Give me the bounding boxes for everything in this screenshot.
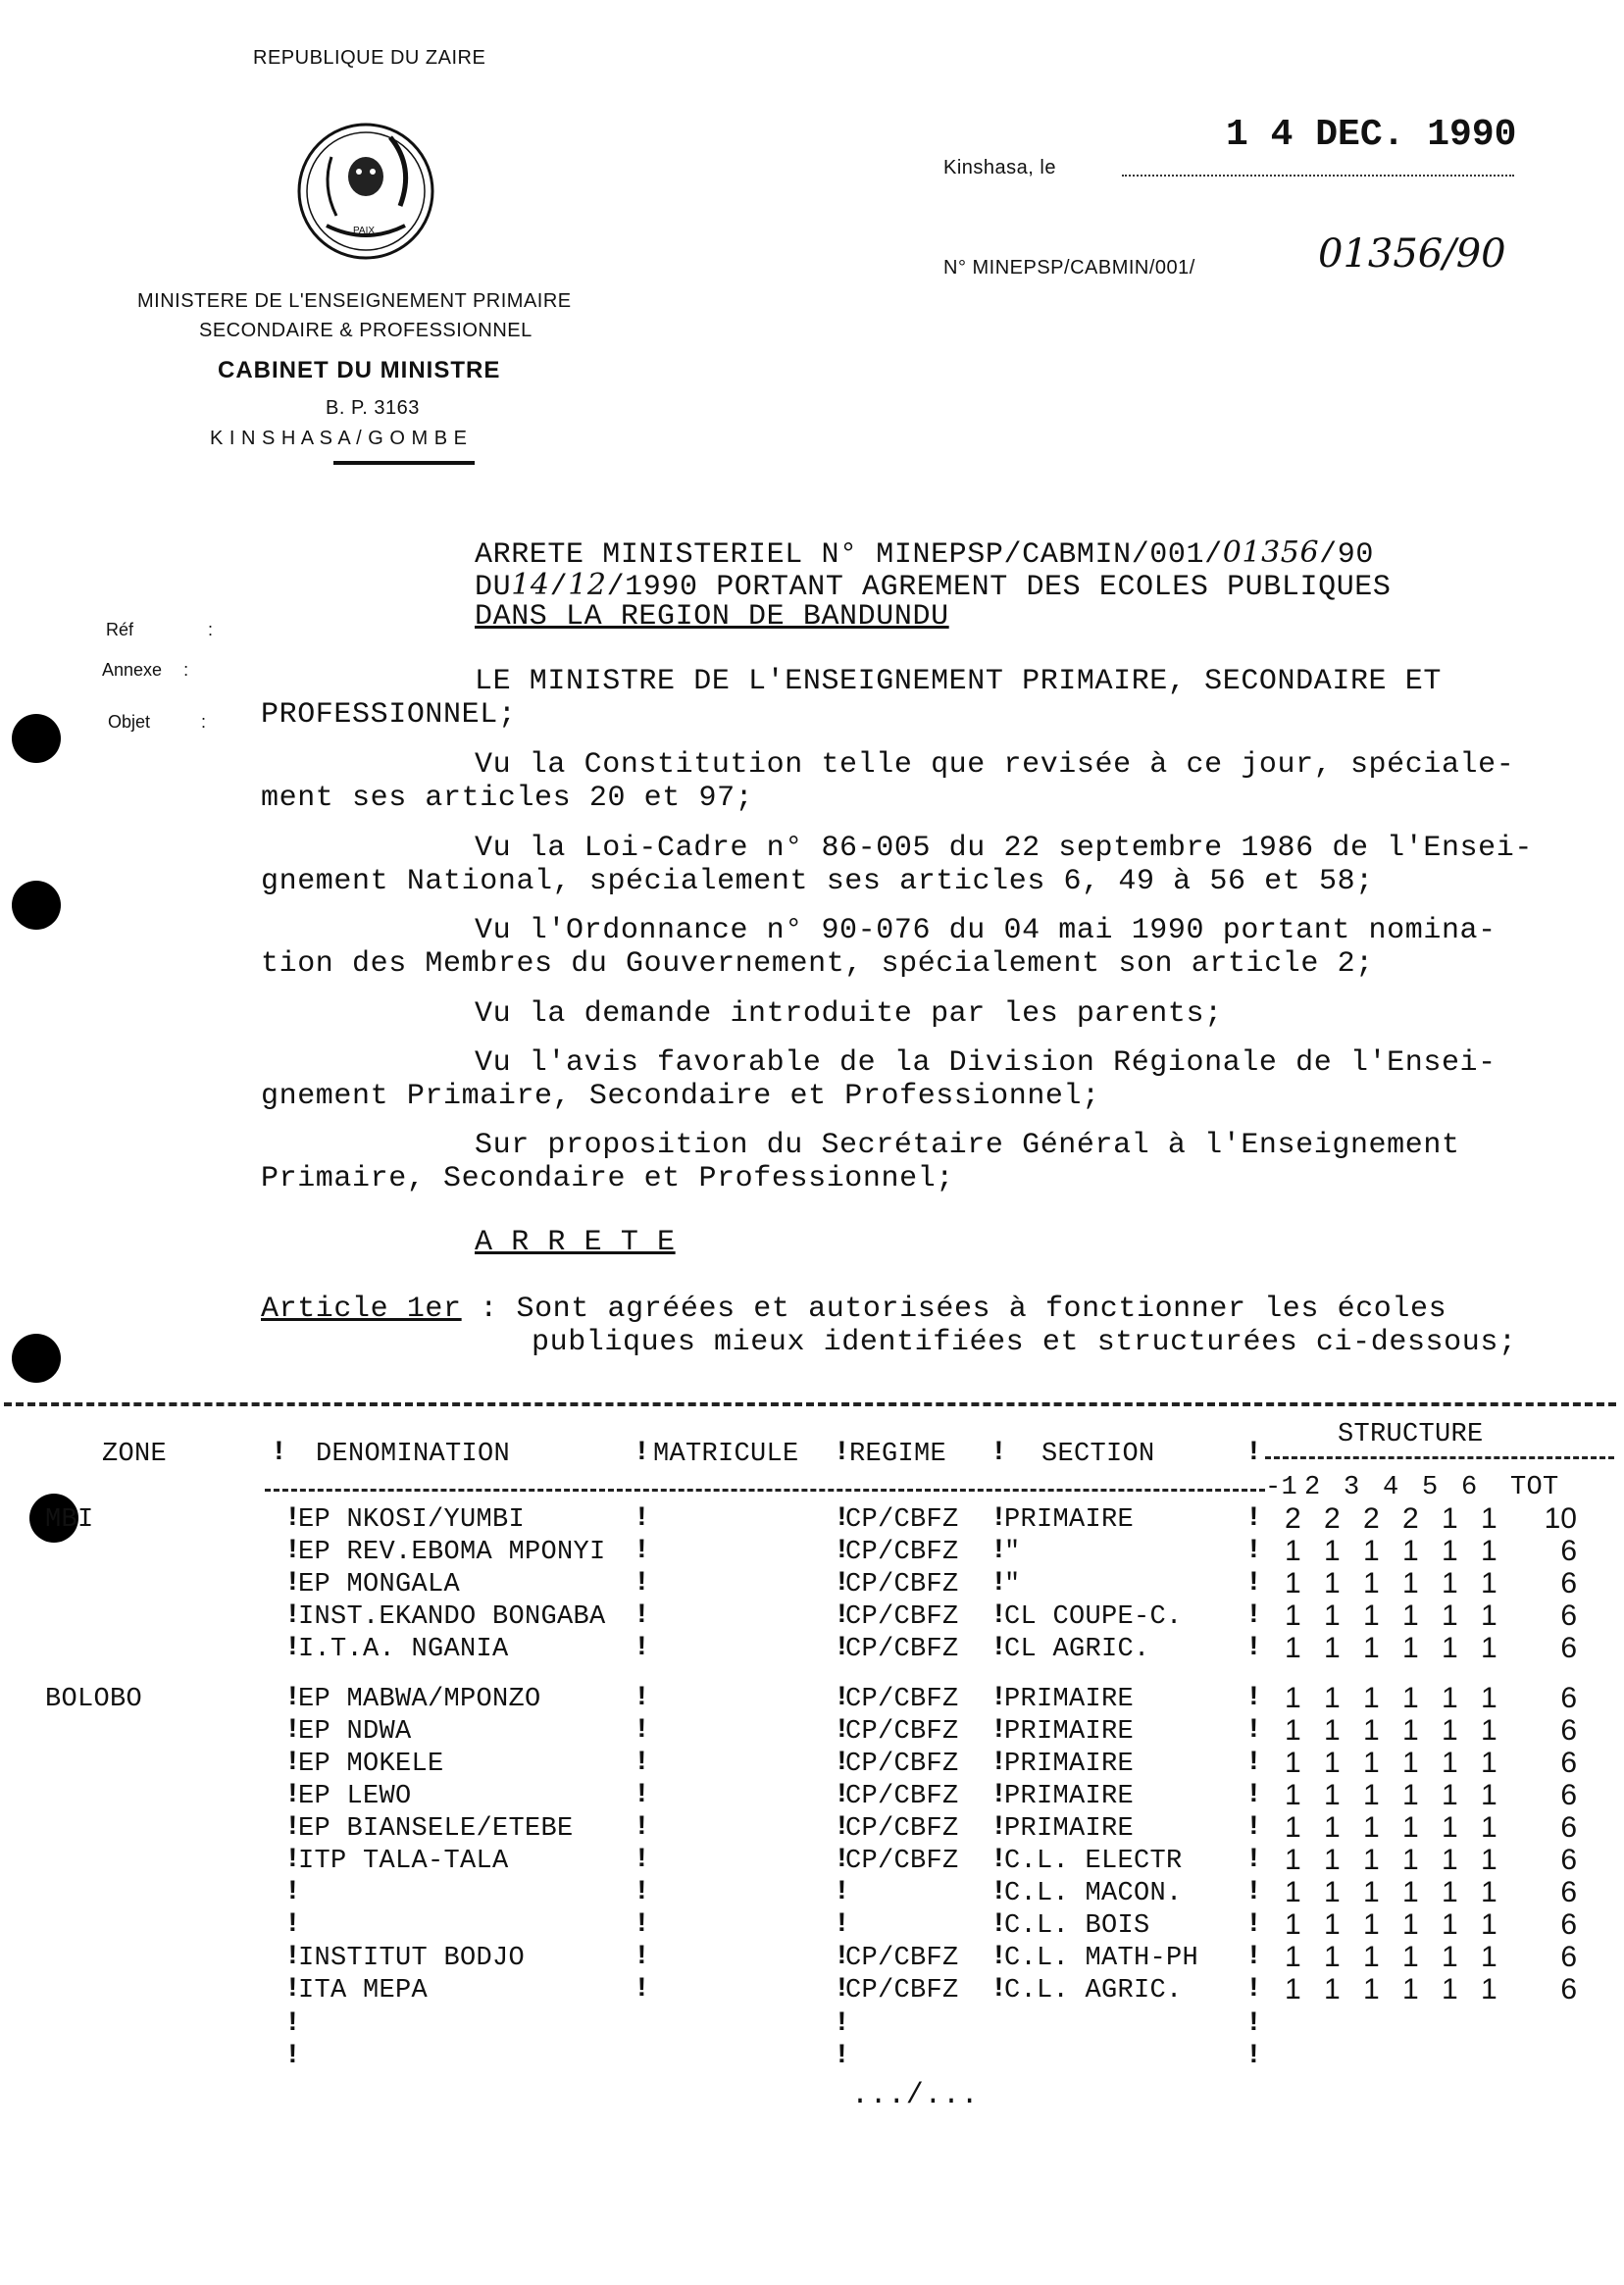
structure-total-cell: 6 [1560,1779,1577,1811]
structure-year-cell: 1 [1402,1567,1419,1600]
column-separator: ! [990,1683,1007,1713]
date-stamp: 1 4 DEC. 1990 [1226,114,1517,156]
column-separator: ! [834,2041,850,2071]
structure-total-cell: 6 [1560,1908,1577,1941]
arrete-heading: A R R E T E [475,1226,676,1259]
regime-cell: CP/CBFZ [845,1538,959,1567]
structure-year-cell: 1 [1285,1747,1301,1779]
section-cell: PRIMAIRE [1004,1750,1135,1779]
ordonnance-line-2: tion des Membres du Gouvernement, spécialement son article 2; [261,947,1374,981]
column-separator: ! [990,1568,1007,1599]
column-separator: ! [1245,1942,1262,1972]
structure-year-cell: 1 [1442,1844,1458,1876]
column-separator: ! [634,1812,650,1843]
header-zone: ZONE [102,1440,168,1469]
column-separator: ! [834,1633,850,1663]
column-separator: ! [284,1780,301,1810]
column-separator: ! [284,1503,301,1534]
structure-year-cell: 1 [1402,1600,1419,1632]
denomination-cell: EP REV.EBOMA MPONYI [298,1538,606,1567]
structure-year-cell: 1 [1363,1973,1380,2006]
structure-total-cell: 6 [1560,1973,1577,2006]
column-separator: ! [284,1974,301,2005]
structure-total-cell: 6 [1560,1811,1577,1844]
structure-year-cell: 1 [1442,1908,1458,1941]
structure-year-cell: 1 [1481,1714,1497,1747]
column-separator: ! [990,1780,1007,1810]
structure-total-cell: 6 [1560,1535,1577,1567]
column-separator: ! [284,1845,301,1875]
structure-year-cell: 1 [1481,1973,1497,2006]
punch-hole-lower [12,1334,61,1383]
column-separator: ! [834,1748,850,1778]
column-separator: ! [634,1600,650,1631]
column-separator: ! [1245,1633,1262,1663]
column-separator: ! [834,1503,850,1534]
denomination-cell: EP NKOSI/YUMBI [298,1505,526,1535]
column-separator: ! [834,1942,850,1972]
column-separator: ! [634,1974,650,2005]
column-separator: ! [1245,1536,1262,1566]
column-separator: ! [834,1600,850,1631]
column-separator: ! [1245,1845,1262,1875]
structure-year-cell: 1 [1481,1779,1497,1811]
structure-year-cell: 1 [1481,1682,1497,1714]
structure-year-cell: 1 [1442,1811,1458,1844]
section-cell: CL COUPE-C. [1004,1602,1183,1632]
column-separator: ! [1245,1877,1262,1907]
city-underline [333,461,475,465]
column-separator: ! [634,1438,650,1468]
denomination-cell: INSTITUT BODJO [298,1944,526,1973]
punch-hole-middle [12,881,61,930]
structure-total-cell: 6 [1560,1714,1577,1747]
structure-year-cell: 2 [1324,1502,1341,1535]
header-matricule: MATRICULE [653,1440,799,1469]
republic-title: REPUBLIQUE DU ZAIRE [253,47,486,69]
structure-year-cell: 1 [1481,1908,1497,1941]
header-bottom-rule [265,1489,1265,1492]
structure-year-cell: 1 [1442,1535,1458,1567]
column-separator: ! [990,1942,1007,1972]
column-separator: ! [1245,1974,1262,2005]
structure-year-cell: 1 [1324,1811,1341,1844]
article-1-line-1: Article 1er : Sont agréées et autorisées à fonctionner les écoles [261,1293,1447,1326]
structure-year-cell: 1 [1285,1567,1301,1600]
structure-year-cell: 1 [1442,1632,1458,1664]
structure-year-cell: 1 [1402,1632,1419,1664]
constitution-line-2: ment ses articles 20 et 97; [261,782,754,815]
structure-year-cell: 1 [1442,1973,1458,2006]
structure-year-cell: 1 [1481,1747,1497,1779]
structure-year-cell: 1 [1324,1632,1341,1664]
column-separator: ! [834,1568,850,1599]
structure-total-cell: 6 [1560,1941,1577,1973]
structure-year-cell: 1 [1402,1876,1419,1908]
column-separator: ! [634,1845,650,1875]
structure-year-cell: 1 [1481,1502,1497,1535]
structure-year-cell: 1 [1402,1535,1419,1567]
column-separator: ! [1245,1568,1262,1599]
column-separator: ! [990,1748,1007,1778]
column-separator: ! [1245,1748,1262,1778]
structure-dashed-rule [1265,1456,1614,1459]
structure-year-cell: 1 [1442,1682,1458,1714]
structure-year-cell: 1 [1402,1779,1419,1811]
decree-title-line-2: DU14/12/1990 PORTANT AGREMENT DES ECOLES PUBLIQUES [475,568,1392,604]
denomination-cell: EP NDWA [298,1717,412,1747]
svg-text:PAIX: PAIX [353,226,376,236]
structure-total-cell: 6 [1560,1844,1577,1876]
structure-total-cell: 6 [1560,1600,1577,1632]
regime-cell: CP/CBFZ [845,1814,959,1844]
column-separator: ! [1245,1683,1262,1713]
structure-year-cell: 1 [1285,1632,1301,1664]
section-cell: C.L. MATH-PH [1004,1944,1199,1973]
denomination-cell: INST.EKANDO BONGABA [298,1602,606,1632]
denomination-cell: I.T.A. NGANIA [298,1635,509,1664]
ministry-line-2: SECONDAIRE & PROFESSIONNEL [199,320,533,341]
structure-year-cell: 1 [1363,1714,1380,1747]
structure-year-cell: 1 [1285,1876,1301,1908]
column-separator: ! [990,1877,1007,1907]
continuation-mark: .../... [851,2079,980,2112]
structure-year-cell: 1 [1363,1535,1380,1567]
structure-year-cell: 1 [1442,1941,1458,1973]
date-dotted-line [1122,175,1514,177]
section-cell: PRIMAIRE [1004,1814,1135,1844]
structure-year-cell: 1 [1402,1747,1419,1779]
column-separator: ! [634,1568,650,1599]
header-denomination: DENOMINATION [316,1440,511,1469]
column-separator: ! [834,1974,850,2005]
structure-year-cell: 1 [1363,1779,1380,1811]
article-1-line-2: publiques mieux identifiées et structurées ci-dessous; [532,1326,1517,1359]
structure-year-cell: 1 [1481,1600,1497,1632]
column-separator: ! [284,1715,301,1746]
column-separator: ! [990,1633,1007,1663]
ordonnance-line-1: Vu l'Ordonnance n° 90-076 du 04 mai 1990 portant nomina- [475,914,1497,947]
structure-year-cell: 1 [1324,1567,1341,1600]
structure-year-cell: 1 [1442,1567,1458,1600]
structure-year-cell: 1 [1363,1567,1380,1600]
structure-year-cell: 1 [1442,1779,1458,1811]
regime-cell: CP/CBFZ [845,1685,959,1714]
column-separator: ! [1245,1780,1262,1810]
column-separator: ! [634,1536,650,1566]
structure-year-cell: 1 [1285,1811,1301,1844]
structure-year-cell: 2 [1402,1502,1419,1535]
structure-year-cell: 1 [1363,1682,1380,1714]
regime-cell: CP/CBFZ [845,1602,959,1632]
decree-title-line-1: ARRETE MINISTERIEL N° MINEPSP/CABMIN/001/01356/90 [475,535,1374,572]
structure-year-cell: 1 [1363,1876,1380,1908]
column-separator: ! [1245,1600,1262,1631]
structure-year-cell: 1 [1324,1779,1341,1811]
column-separator: ! [834,1909,850,1940]
structure-year-cell: 1 [1402,1682,1419,1714]
structure-year-cell: 1 [1481,1632,1497,1664]
zone-cell: MBI [45,1505,94,1535]
column-separator: ! [990,1715,1007,1746]
regime-cell: CP/CBFZ [845,1847,959,1876]
section-cell: " [1004,1538,1021,1567]
ministry-line-1: MINISTERE DE L'ENSEIGNEMENT PRIMAIRE [137,290,572,312]
structure-year-cell: 1 [1285,1682,1301,1714]
column-separator: ! [834,1683,850,1713]
structure-year-cell: 2 [1285,1502,1301,1535]
loi-cadre-line-2: gnement National, spécialement ses articles 6, 49 à 56 et 58; [261,865,1374,898]
structure-year-cell: 1 [1324,1941,1341,1973]
column-separator: ! [284,1683,301,1713]
proposition-line-1: Sur proposition du Secrétaire Général à l'Enseignement [475,1129,1460,1162]
column-separator: ! [284,1600,301,1631]
structure-year-cell: 1 [1363,1908,1380,1941]
section-cell: C.L. ELECTR [1004,1847,1183,1876]
reference-label: N° MINEPSP/CABMIN/001/ [943,257,1195,279]
regime-cell: CP/CBFZ [845,1976,959,2006]
structure-year-cell: 1 [1442,1876,1458,1908]
structure-year-cell: 1 [1402,1811,1419,1844]
structure-year-cell: 1 [1363,1844,1380,1876]
structure-year-cell: 1 [1285,1779,1301,1811]
structure-year-cell: 1 [1285,1844,1301,1876]
column-separator: ! [1245,1715,1262,1746]
structure-year-cell: 1 [1402,1844,1419,1876]
structure-year-cell: 1 [1285,1535,1301,1567]
structure-total-cell: 6 [1560,1682,1577,1714]
structure-year-cell: 1 [1442,1714,1458,1747]
column-separator: ! [834,1845,850,1875]
structure-year-cell: 1 [1324,1682,1341,1714]
section-cell: " [1004,1570,1021,1600]
structure-year-cell: 1 [1324,1747,1341,1779]
national-seal-icon [292,118,439,265]
header-section: SECTION [1041,1440,1155,1469]
structure-year-cell: 1 [1402,1973,1419,2006]
column-separator: ! [990,1600,1007,1631]
section-cell: CL AGRIC. [1004,1635,1150,1664]
ref-label: Réf : [106,620,214,639]
structure-year-cell: 1 [1363,1747,1380,1779]
column-separator: ! [834,1877,850,1907]
column-separator: ! [1245,1438,1262,1468]
structure-total-cell: 10 [1544,1502,1577,1535]
denomination-cell: EP LEWO [298,1782,412,1811]
regime-cell: CP/CBFZ [845,1944,959,1973]
structure-year-cell: 1 [1442,1747,1458,1779]
regime-cell: CP/CBFZ [845,1635,959,1664]
column-separator: ! [990,1503,1007,1534]
structure-year-cell: 1 [1481,1876,1497,1908]
column-separator: ! [634,1633,650,1663]
regime-cell: CP/CBFZ [845,1717,959,1747]
denomination-cell: EP MABWA/MPONZO [298,1685,541,1714]
column-separator: ! [1245,1909,1262,1940]
structure-year-cell: 1 [1285,1941,1301,1973]
structure-year-cell: 2 [1363,1502,1380,1535]
avis-line-1: Vu l'avis favorable de la Division Régionale de l'Ensei- [475,1046,1497,1080]
structure-total-cell: 6 [1560,1567,1577,1600]
structure-year-cell: 1 [1363,1941,1380,1973]
column-separator: ! [284,1909,301,1940]
structure-year-cell: 1 [1285,1600,1301,1632]
section-cell: C.L. AGRIC. [1004,1976,1183,2006]
structure-year-cell: 1 [1324,1973,1341,2006]
structure-year-cell: 1 [1363,1811,1380,1844]
column-separator: ! [1245,1503,1262,1534]
column-separator: ! [634,1909,650,1940]
zone-cell: BOLOBO [45,1685,143,1714]
punch-hole-top [12,714,61,763]
column-separator: ! [834,1536,850,1566]
table-top-rule [4,1402,1616,1406]
column-separator: ! [284,1536,301,1566]
regime-cell: CP/CBFZ [845,1782,959,1811]
structure-total-cell: 6 [1560,1876,1577,1908]
section-cell: PRIMAIRE [1004,1685,1135,1714]
objet-label: Objet : [108,712,207,732]
structure-year-cell: 1 [1442,1600,1458,1632]
decree-title-line-3: DANS LA REGION DE BANDUNDU [475,600,949,634]
structure-year-cell: 1 [1481,1941,1497,1973]
column-separator: ! [284,1942,301,1972]
postal-box: B. P. 3163 [326,397,420,419]
regime-cell: CP/CBFZ [845,1750,959,1779]
structure-year-cell: 1 [1285,1908,1301,1941]
column-separator: ! [284,1812,301,1843]
column-separator: ! [834,2008,850,2039]
column-separator: ! [1245,2041,1262,2071]
denomination-cell: EP MOKELE [298,1750,444,1779]
column-separator: ! [834,1780,850,1810]
column-separator: ! [634,1503,650,1534]
constitution-line-1: Vu la Constitution telle que revisée à ce jour, spéciale- [475,748,1515,782]
structure-year-cell: 1 [1481,1811,1497,1844]
proposition-line-2: Primaire, Secondaire et Professionnel; [261,1162,954,1195]
column-separator: ! [284,2008,301,2039]
minister-line-1: LE MINISTRE DE L'ENSEIGNEMENT PRIMAIRE, SECONDAIRE ET [475,665,1442,698]
structure-total-cell: 6 [1560,1632,1577,1664]
column-separator: ! [284,2041,301,2071]
column-separator: ! [990,1974,1007,2005]
minister-line-2: PROFESSIONNEL; [261,698,517,732]
structure-year-cell: 1 [1481,1567,1497,1600]
structure-year-cell: 1 [1402,1714,1419,1747]
regime-cell: CP/CBFZ [845,1505,959,1535]
column-separator: ! [284,1568,301,1599]
structure-year-cell: 1 [1324,1535,1341,1567]
denomination-cell: ITP TALA-TALA [298,1847,509,1876]
structure-year-cell: 1 [1481,1535,1497,1567]
structure-year-cell: 1 [1324,1844,1341,1876]
place-date-label: Kinshasa, le [943,157,1056,178]
column-separator: ! [271,1438,287,1468]
structure-year-cell: 1 [1363,1600,1380,1632]
section-cell: PRIMAIRE [1004,1782,1135,1811]
column-separator: ! [284,1633,301,1663]
column-separator: ! [284,1748,301,1778]
section-cell: C.L. BOIS [1004,1911,1150,1941]
section-cell: PRIMAIRE [1004,1505,1135,1535]
column-separator: ! [634,1942,650,1972]
column-separator: ! [990,1536,1007,1566]
demande-line: Vu la demande introduite par les parents; [475,997,1223,1031]
column-separator: ! [634,1683,650,1713]
column-separator: ! [634,1780,650,1810]
column-separator: ! [990,1909,1007,1940]
structure-year-cell: 1 [1285,1714,1301,1747]
denomination-cell: ITA MEPA [298,1976,429,2006]
column-separator: ! [990,1812,1007,1843]
structure-year-cell: 1 [1324,1876,1341,1908]
column-separator: ! [1245,1812,1262,1843]
annexe-label: Annexe : [102,660,189,680]
avis-line-2: gnement Primaire, Secondaire et Professionnel; [261,1080,1100,1113]
column-separator: ! [634,1715,650,1746]
loi-cadre-line-1: Vu la Loi-Cadre n° 86-005 du 22 septembre 1986 de l'Ensei- [475,832,1533,865]
column-separator: ! [834,1438,850,1468]
structure-year-cell: 1 [1324,1714,1341,1747]
structure-year-cell: 1 [1363,1632,1380,1664]
cabinet-title: CABINET DU MINISTRE [218,357,501,383]
structure-year-cell: 1 [1402,1908,1419,1941]
reference-handwritten: 01356/90 [1318,231,1506,277]
city-line: K I N S H A S A / G O M B E [210,428,468,449]
header-regime: REGIME [849,1440,947,1469]
structure-year-cell: 1 [1324,1600,1341,1632]
denomination-cell: EP MONGALA [298,1570,461,1600]
section-cell: PRIMAIRE [1004,1717,1135,1747]
column-separator: ! [990,1438,1007,1468]
structure-year-cell: 1 [1481,1844,1497,1876]
structure-year-cell: 1 [1285,1973,1301,2006]
structure-year-cell: 1 [1324,1908,1341,1941]
structure-year-cell: 1 [1442,1502,1458,1535]
column-separator: ! [1245,2008,1262,2039]
column-separator: ! [834,1715,850,1746]
header-structure-subcols: -1 2 3 4 5 6 TOT [1265,1473,1559,1502]
column-separator: ! [990,1845,1007,1875]
column-separator: ! [284,1877,301,1907]
column-separator: ! [834,1812,850,1843]
structure-total-cell: 6 [1560,1747,1577,1779]
structure-year-cell: 1 [1402,1941,1419,1973]
denomination-cell: EP BIANSELE/ETEBE [298,1814,574,1844]
column-separator: ! [634,1877,650,1907]
column-separator: ! [634,1748,650,1778]
header-structure: STRUCTURE [1338,1420,1484,1449]
section-cell: C.L. MACON. [1004,1879,1183,1908]
regime-cell: CP/CBFZ [845,1570,959,1600]
